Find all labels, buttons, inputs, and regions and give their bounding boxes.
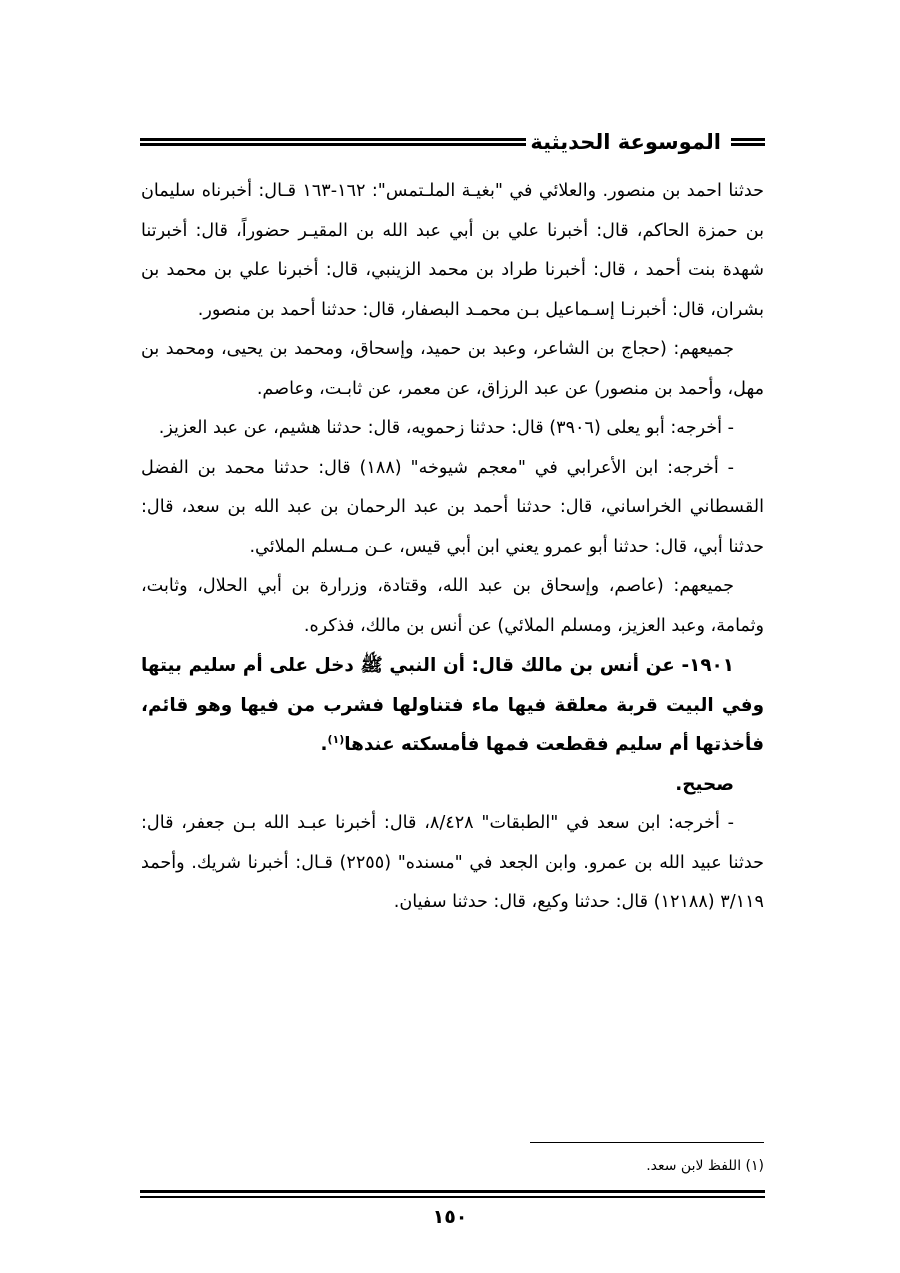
main-text	[141, 172, 764, 923]
footer-rule	[140, 1190, 765, 1198]
hadith-end: .	[320, 734, 328, 755]
paragraph-takhrij-ibn-sad: - أخرجه: ابن سعد في "الطبقات" ٨/٤٢٨، قال: أخبرنا عبـد الله بـن جعفر، قال: حدثنا عبيد الله بن عمرو. وابن الجعد في "مسنده" (٢٢٥٥) قـال: أخبرنا شريك. وأحمد ٣/١١٩ (١٢١٨٨) قال: حدثنا وكيع، قال: حدثنا سفيان.	[141, 813, 764, 912]
page-number: ١٥٠	[432, 1206, 468, 1228]
footnote-marker: (١)	[327, 732, 345, 746]
footnote: (١) اللفظ لابن سعد.	[646, 1158, 764, 1174]
paragraph-chain-continuation: حدثنا احمد بن منصور. والعلائي في "بغيـة الملـتمس": ١٦٢-١٦٣ قـال: أخبرناه سليمان بن حمزة الحاكم، قال: أخبرنا علي بن أبي عبد الله بن المقيـر حضوراً، قال: أخبرتنا شهدة بنت أحمد ، قال: أخبرنا طراد بن محمد الزينبي، قال: أخبرنا علي بن محمد بن بشران، قال: أخبرنـا إسـماعيل بـن محمـد البصفار، قال: حدثنا أحمد بن منصور.	[141, 181, 764, 320]
hadith-verdict: صحيح.	[675, 773, 734, 795]
paragraph-narrators-summary-1: جميعهم: (حجاج بن الشاعر، وعبد بن حميد، وإسحاق، ومحمد بن يحيى، ومحمد بن مهل، وأحمد بن منصور) عن عبد الرزاق، عن معمر، عن ثابـت، وعاصم.	[141, 339, 764, 399]
paragraph-takhrij-abu-yala: - أخرجه: أبو يعلى (٣٩٠٦) قال: حدثنا زحمويه، قال: حدثنا هشيم، عن عبد العزيز.	[158, 418, 734, 438]
paragraph-narrators-summary-2: جميعهم: (عاصم، وإسحاق بن عبد الله، وقتادة، وزرارة بن أبي الحلال، وثابت، وثمامة، وعبد العزيز، ومسلم الملائي) عن أنس بن مالك، فذكره.	[141, 576, 764, 636]
footnote-separator	[530, 1142, 764, 1143]
hadith-text	[141, 646, 764, 765]
header-rule-left	[140, 138, 526, 146]
running-header	[140, 124, 765, 164]
hadith-body: ١٩٠١- عن أنس بن مالك قال: أن النبي ﷺ دخل على أم سليم بيتها وفي البيت قربة معلقة فيها ماء فتناولها فشرب من فيها وهو قائم، فأخذتها أم سليم فقطعت فمها فأمسكته عندها	[141, 655, 764, 755]
paragraph-takhrij-ibn-arabi: - أخرجه: ابن الأعرابي في "معجم شيوخه" (١٨٨) قال: حدثنا محمد بن الفضل القسطاني الخراساني، قال: حدثنا أحمد بن عبد الرحمان بن عبد الله بن سعد، قال: حدثنا أبي، قال: حدثنا أبو عمرو يعني ابن أبي قيس، عـن مـسلم الملائي.	[141, 457, 764, 557]
header-title: الموسوعة الحديثية	[530, 130, 721, 154]
header-rule-right	[731, 138, 765, 146]
